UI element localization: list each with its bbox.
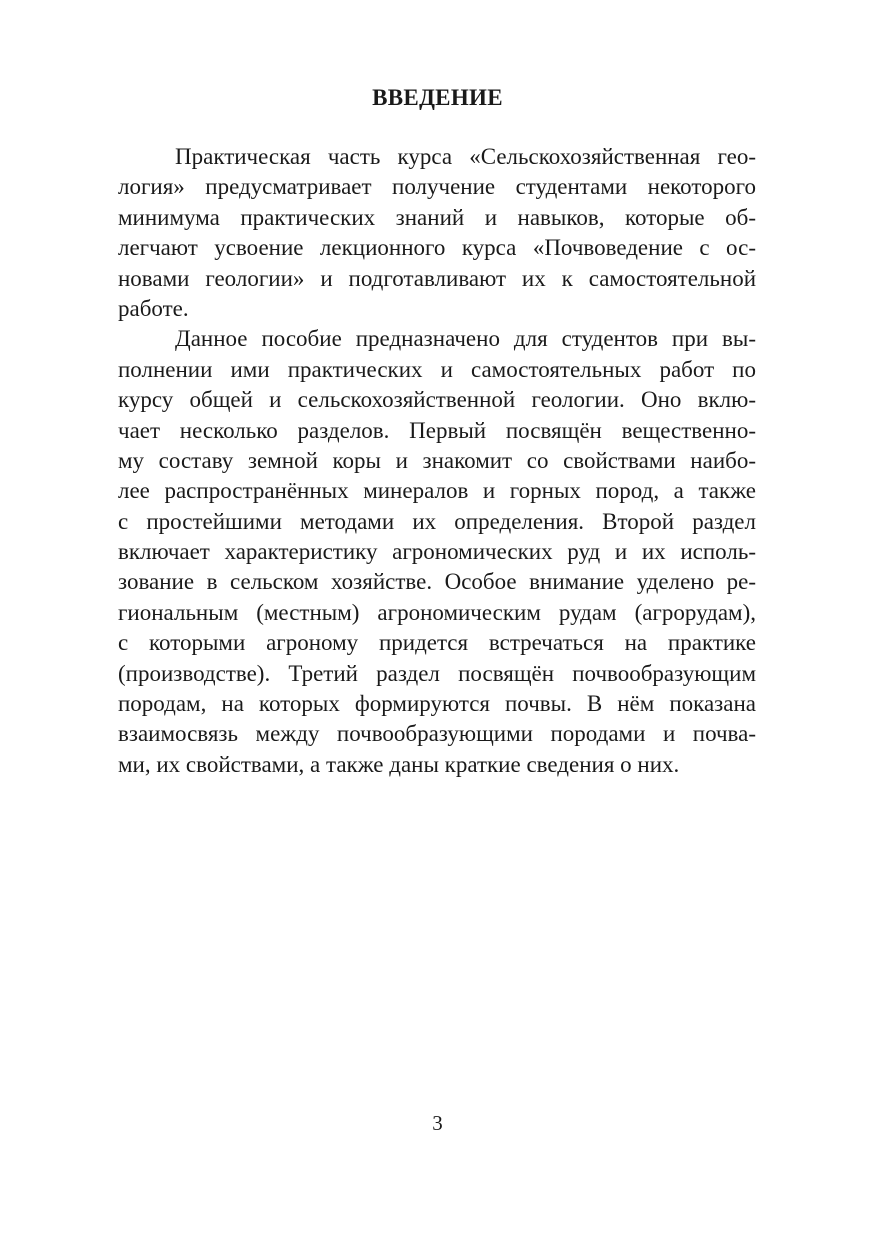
text-line: Практическая часть курса «Сельскохозяйственная гео- bbox=[175, 144, 756, 169]
text-line: полнении ими практических и самостоятельных работ по bbox=[118, 356, 756, 382]
text-line: породам, на которых формируются почвы. В нём показана bbox=[118, 691, 756, 717]
paragraph-2 bbox=[118, 324, 756, 780]
text-line: курсу общей и сельскохозяйственной геологии. Оно вклю- bbox=[118, 387, 756, 413]
text-line: чает несколько разделов. Первый посвящён вещественно- bbox=[118, 417, 756, 443]
text-line: гиональным (местным) агрономическим рудам (агрорудам), bbox=[118, 599, 756, 625]
text-line: взаимосвязь между почвообразующими породами и почва- bbox=[118, 721, 756, 747]
text-line: ми, их свойствами, а также даны краткие сведения о них. bbox=[118, 751, 680, 777]
text-line: лее распространённых минералов и горных пород, а также bbox=[118, 478, 756, 504]
page-title: ВВЕДЕНИЕ bbox=[372, 85, 503, 110]
text-line: му составу земной коры и знакомит со свойствами наибо- bbox=[118, 447, 756, 473]
text-line: Данное пособие предназначено для студентов при вы- bbox=[175, 326, 756, 352]
paragraph-1 bbox=[118, 142, 756, 324]
text-line: легчают усвоение лекционного курса «Почвоведение с ос- bbox=[118, 235, 756, 261]
text-line: зование в сельском хозяйстве. Особое внимание уделено ре- bbox=[118, 569, 756, 595]
text-line: новами геологии» и подготавливают их к самостоятельной bbox=[118, 265, 756, 291]
body-text bbox=[118, 142, 756, 780]
text-line: включает характеристику агрономических руд и их исполь- bbox=[118, 539, 756, 565]
text-line: работе. bbox=[118, 295, 189, 321]
text-line: с которыми агроному придется встречаться на практике bbox=[118, 630, 756, 656]
text-line: минимума практических знаний и навыков, которые об- bbox=[118, 204, 756, 230]
text-line: с простейшими методами их определения. Второй раздел bbox=[118, 508, 756, 534]
text-line: (производстве). Третий раздел посвящён почвообразующим bbox=[118, 660, 756, 686]
page-number: 3 bbox=[432, 1111, 443, 1135]
text-line: логия» предусматривает получение студентами некоторого bbox=[118, 174, 756, 200]
